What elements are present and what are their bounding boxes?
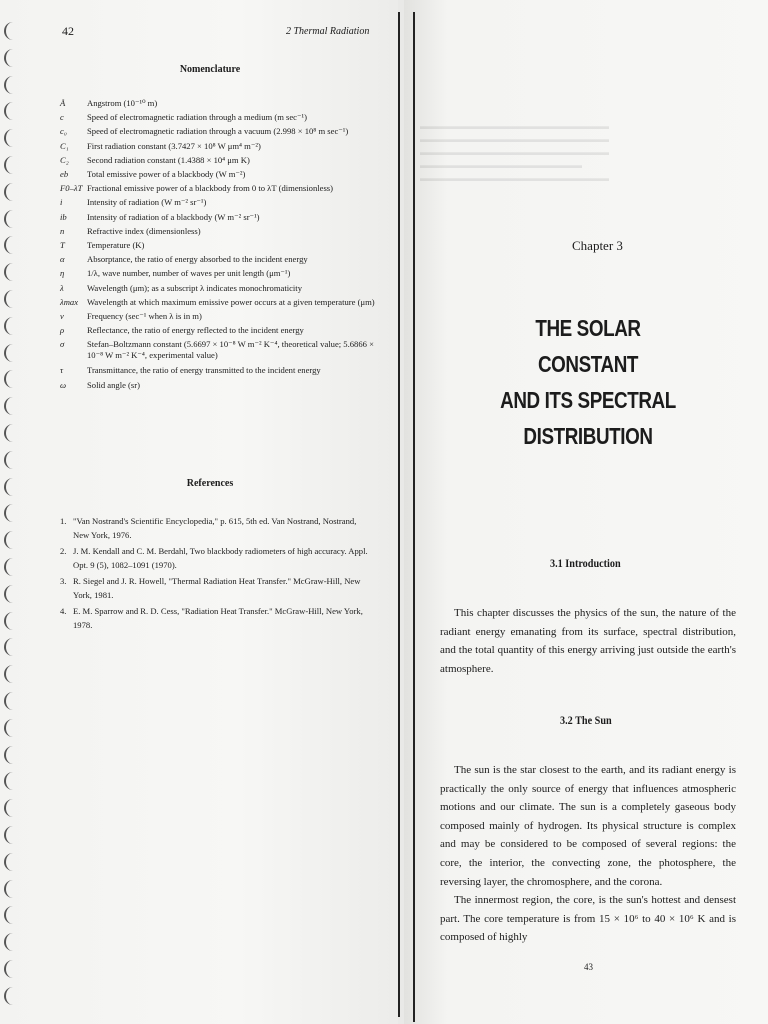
nomenclature-symbol: c xyxy=(60,112,64,123)
reference-text: J. M. Kendall and C. M. Berdahl, Two blackbody radiometers of high accuracy. Appl. Opt. 9 (5), 1082–1091 (1970). xyxy=(73,546,368,570)
reference-text: R. Siegel and J. R. Howell, "Thermal Radiation Heat Transfer." McGraw-Hill, New York, 1981. xyxy=(73,576,361,600)
binder-hole xyxy=(4,558,16,576)
nomenclature-row xyxy=(60,210,390,224)
nomenclature-definition: Total emissive power of a blackbody (W m⁻²) xyxy=(87,169,246,180)
binder-hole xyxy=(4,290,16,308)
nomenclature-definition: 1/λ, wave number, number of waves per unit length (μm⁻¹) xyxy=(87,268,291,279)
nomenclature-symbol: eb xyxy=(60,169,69,180)
binder-hole xyxy=(4,129,16,147)
nomenclature-definition: Fractional emissive power of a blackbody from 0 to λT (dimensionless) xyxy=(87,183,334,194)
binder-hole xyxy=(4,76,16,94)
nomenclature-row xyxy=(60,339,390,360)
nomenclature-row xyxy=(60,224,390,238)
binder-hole xyxy=(4,370,16,388)
reference-number: 4. xyxy=(60,606,67,616)
binder-hole xyxy=(4,612,16,630)
nomenclature-symbol: σ xyxy=(60,339,65,350)
nomenclature-definition: Solid angle (sr) xyxy=(87,379,140,390)
nomenclature-row xyxy=(60,281,390,295)
nomenclature-definition: Wavelength at which maximum emissive power occurs at a given temperature (μm) xyxy=(87,296,375,307)
page-number: 43 xyxy=(584,962,593,972)
nomenclature-symbol: Å xyxy=(60,98,66,108)
nomenclature-row xyxy=(60,181,390,195)
reference-item xyxy=(60,604,370,632)
nomenclature-row xyxy=(60,124,390,138)
section-heading-the-sun: 3.2 The Sun xyxy=(560,713,612,727)
binder-hole xyxy=(4,772,16,790)
page-number: 42 xyxy=(62,24,74,38)
binder-hole xyxy=(4,263,16,281)
binder-hole xyxy=(4,826,16,844)
nomenclature-row xyxy=(60,139,390,153)
nomenclature-symbol: α xyxy=(60,254,65,265)
binder-hole xyxy=(4,183,16,201)
references-list xyxy=(60,514,370,634)
nomenclature-definition: Intensity of radiation of a blackbody (W m⁻² sr⁻¹) xyxy=(87,211,260,222)
binder-hole xyxy=(4,531,16,549)
nomenclature-definition: Wavelength (μm); as a subscript λ indicates monochromaticity xyxy=(87,282,302,293)
chapter-label: Chapter 3 xyxy=(572,238,623,253)
nomenclature-symbol: n xyxy=(60,225,65,236)
nomenclature-definition: Absorptance, the ratio of energy absorbed to the incident energy xyxy=(87,254,308,265)
binder-hole xyxy=(4,960,16,978)
binder-holes xyxy=(4,22,24,1012)
nomenclature-symbol: C₂ xyxy=(60,154,69,165)
binder-hole xyxy=(4,102,16,120)
binder-hole xyxy=(4,933,16,951)
page-gutter-line xyxy=(398,12,400,1017)
nomenclature-definition: Speed of electromagnetic radiation through a medium (m sec⁻¹) xyxy=(87,112,307,123)
nomenclature-list xyxy=(60,96,390,392)
nomenclature-title: Nomenclature xyxy=(179,64,241,75)
nomenclature-row xyxy=(60,252,390,266)
nomenclature-symbol: T xyxy=(60,240,65,251)
nomenclature-row xyxy=(60,238,390,252)
nomenclature-definition: Speed of electromagnetic radiation through a vacuum (2.998 × 10⁸ m sec⁻¹) xyxy=(87,126,349,137)
nomenclature-definition: Intensity of radiation (W m⁻² sr⁻¹) xyxy=(87,197,207,208)
running-head: 2 Thermal Radiation xyxy=(286,26,370,37)
references-title: References xyxy=(186,478,234,489)
binder-hole xyxy=(4,451,16,469)
nomenclature-row xyxy=(60,323,390,337)
reference-text: E. M. Sparrow and R. D. Cess, "Radiation Heat Transfer." McGraw-Hill, New York, 1978. xyxy=(73,606,363,630)
binder-hole xyxy=(4,317,16,335)
reference-item xyxy=(60,574,370,602)
reference-text: "Van Nostrand's Scientific Encyclopedia," p. 615, 5th ed. Van Nostrand, Nostrand, New York, 1976. xyxy=(73,516,357,540)
chapter-title xyxy=(491,310,685,454)
nomenclature-symbol: i xyxy=(60,197,63,208)
binder-hole xyxy=(4,210,16,228)
reference-number: 3. xyxy=(60,576,67,586)
nomenclature-definition: Temperature (K) xyxy=(87,240,145,251)
nomenclature-symbol: η xyxy=(60,268,65,279)
nomenclature-row xyxy=(60,378,390,392)
binder-hole xyxy=(4,638,16,656)
nomenclature-symbol: ω xyxy=(60,379,67,390)
nomenclature-symbol: ν xyxy=(60,311,64,322)
nomenclature-row xyxy=(60,363,390,377)
chapter-title-line: THE SOLAR CONSTANT xyxy=(535,315,641,377)
bleed-through: ▬▬▬▬▬▬▬▬▬▬▬▬▬▬▬▬▬▬▬▬▬ ▬▬▬▬▬▬▬▬▬▬▬▬▬▬▬▬▬▬▬▬▬ ▬▬▬▬▬▬▬▬▬▬▬▬▬▬▬▬▬▬▬▬▬ ▬▬▬▬▬▬▬▬▬▬▬▬▬▬▬▬▬▬ ▬▬▬▬▬▬▬▬▬▬▬▬▬▬▬▬▬▬▬▬▬ xyxy=(420,121,609,183)
binder-hole xyxy=(4,22,16,40)
page-gutter-line xyxy=(413,12,415,1022)
nomenclature-row xyxy=(60,96,390,110)
binder-hole xyxy=(4,344,16,362)
intro-paragraph: This chapter discusses the physics of the sun, the nature of the radiant energy emanating from its surface, spectral distribution, and the total quantity of this energy arriving just outside the earth's atmosphere. xyxy=(440,607,736,675)
nomenclature-symbol: λ xyxy=(60,282,64,293)
sun-section-body xyxy=(440,761,736,947)
reference-item xyxy=(60,544,370,572)
binder-hole xyxy=(4,478,16,496)
binder-hole xyxy=(4,906,16,924)
nomenclature-row xyxy=(60,167,390,181)
nomenclature-symbol: F0–λT xyxy=(60,183,83,194)
section-heading-introduction: 3.1 Introduction xyxy=(550,556,621,570)
nomenclature-definition: Angstrom (10⁻¹⁰ m) xyxy=(87,98,158,108)
binder-hole xyxy=(4,987,16,1005)
nomenclature-row xyxy=(60,266,390,280)
nomenclature-definition: Refractive index (dimensionless) xyxy=(87,225,201,236)
chapter-title-line: DISTRIBUTION xyxy=(523,423,653,449)
nomenclature-symbol: λmax xyxy=(60,296,79,307)
binder-hole xyxy=(4,719,16,737)
binder-hole xyxy=(4,692,16,710)
binder-hole xyxy=(4,156,16,174)
nomenclature-symbol: τ xyxy=(60,365,64,376)
binder-hole xyxy=(4,424,16,442)
nomenclature-definition: First radiation constant (3.7427 × 10⁸ W μm⁴ m⁻²) xyxy=(87,140,261,151)
nomenclature-definition: Frequency (sec⁻¹ when λ is in m) xyxy=(87,311,202,322)
sun-paragraph-2: The innermost region, the core, is the sun's hottest and densest part. The core temperature is from 15 × 10⁶ to 40 × 10⁶ K and is composed of highly xyxy=(440,894,736,944)
reference-number: 2. xyxy=(60,546,67,556)
reference-number: 1. xyxy=(60,516,67,526)
binder-hole xyxy=(4,397,16,415)
binder-hole xyxy=(4,853,16,871)
nomenclature-row xyxy=(60,309,390,323)
nomenclature-definition: Reflectance, the ratio of energy reflected to the incident energy xyxy=(87,325,304,336)
nomenclature-definition: Transmittance, the ratio of energy transmitted to the incident energy xyxy=(87,365,321,376)
binder-hole xyxy=(4,236,16,254)
reference-item xyxy=(60,514,370,542)
nomenclature-symbol: c₀ xyxy=(60,126,67,137)
nomenclature-row xyxy=(60,153,390,167)
binder-hole xyxy=(4,880,16,898)
nomenclature-row xyxy=(60,110,390,124)
binder-hole xyxy=(4,799,16,817)
binder-hole xyxy=(4,746,16,764)
nomenclature-definition: Second radiation constant (1.4388 × 10⁴ μm K) xyxy=(87,154,250,165)
binder-hole xyxy=(4,49,16,67)
sun-paragraph-1: The sun is the star closest to the earth, and its radiant energy is practically the only source of energy that influences atmospheric motions and our climate. The sun is a completely gaseous body composed mainly of hydrogen. Its physical structure is complex and may be considered to be composed of several regions: the core, the interior, the convecting zone, the photosphere, the reversing layer, the chromosphere, and the corona. xyxy=(440,764,736,888)
nomenclature-symbol: ρ xyxy=(60,325,65,336)
nomenclature-row xyxy=(60,195,390,209)
nomenclature-row xyxy=(60,295,390,309)
nomenclature-definition: Stefan–Boltzmann constant (5.6697 × 10⁻⁸ W m⁻² K⁻⁴, theoretical value; 5.6866 × 10⁻⁸ W m⁻² K⁻⁴, experimental value) xyxy=(87,339,374,360)
nomenclature-symbol: ib xyxy=(60,211,67,222)
nomenclature-symbol: C₁ xyxy=(60,140,69,151)
binder-hole xyxy=(4,504,16,522)
binder-hole xyxy=(4,585,16,603)
binder-hole xyxy=(4,665,16,683)
chapter-title-line: AND ITS SPECTRAL xyxy=(500,387,676,413)
